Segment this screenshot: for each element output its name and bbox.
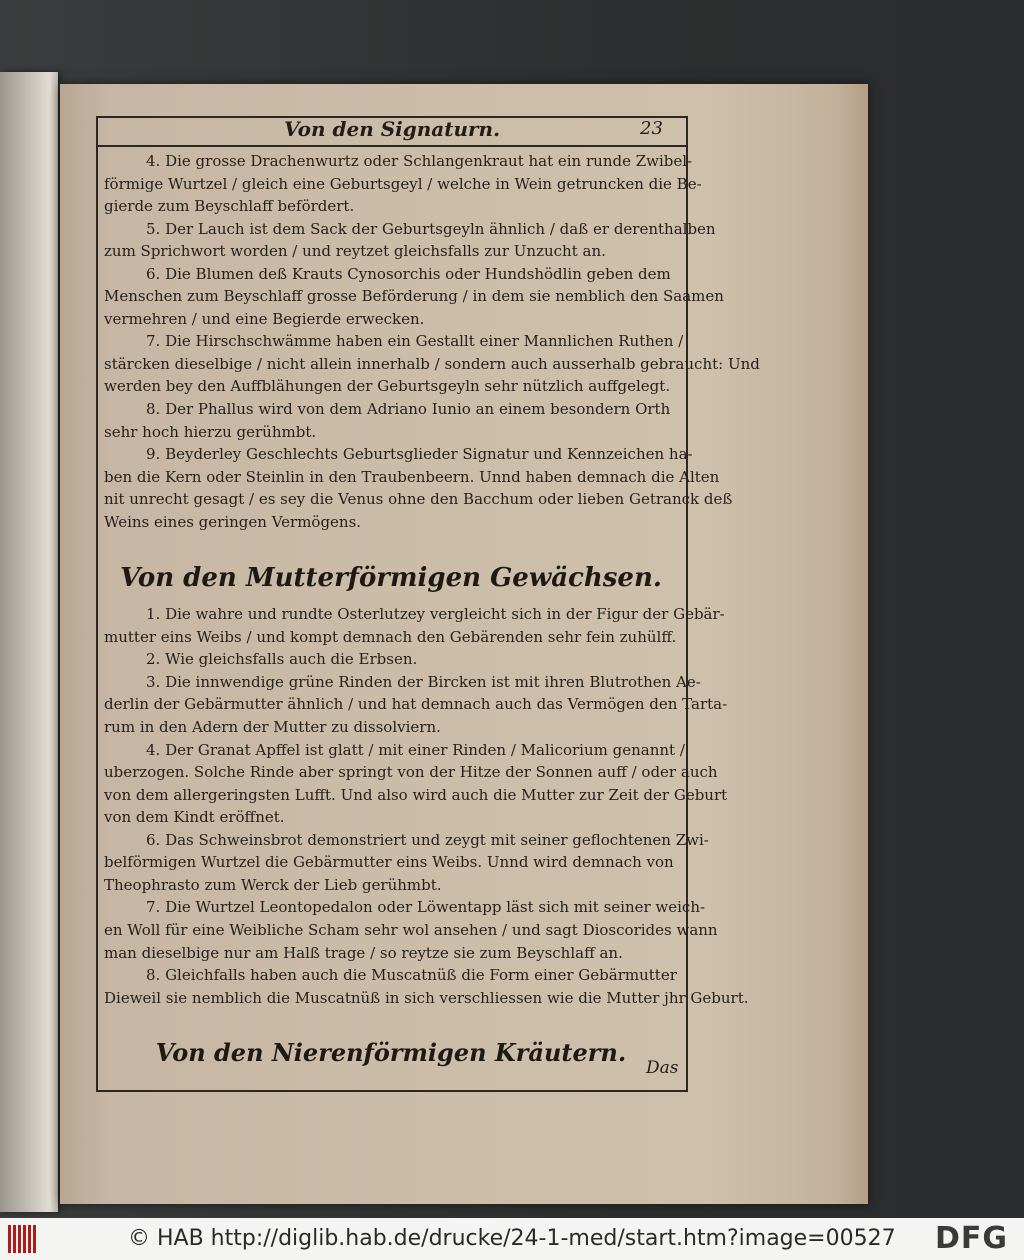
text-line: von dem allergeringsten Lufft. Und also wird auch die Mutter zur Zeit der Geburt (104, 785, 728, 804)
text-line: zum Sprichwort worden / und reytzet gleichsfalls zur Unzucht an. (104, 242, 606, 261)
previous-page-edge (0, 72, 58, 1212)
text-line: belförmigen Wurtzel die Gebärmutter eins Weibs. Unnd wird demnach von (104, 853, 674, 872)
text-line: förmige Wurtzel / gleich eine Geburtsgeyl / welche in Wein getruncken die Be- (104, 174, 702, 193)
catchword: Das (646, 1058, 679, 1078)
text-line: man dieselbige nur am Halß trage / so reytze sie zum Beyschlaff an. (104, 943, 623, 962)
page-number: 23 (640, 118, 663, 139)
text-line: 4. Der Granat Apffel ist glatt / mit einer Rinden / Malicorium genannt / (146, 740, 685, 759)
text-line: en Woll für eine Weibliche Scham sehr wol ansehen / und sagt Dioscorides wann (104, 920, 718, 939)
text-line: derlin der Gebärmutter ähnlich / und hat demnach auch das Vermögen den Tarta- (104, 695, 728, 714)
text-line: 7. Die Wurtzel Leontopedalon oder Löwentapp läst sich mit seiner weich- (146, 898, 706, 917)
barcode-logo-icon (8, 1225, 38, 1253)
section-heading: Von den Nierenförmigen Kräutern. (155, 1038, 627, 1068)
header-rule (96, 145, 688, 147)
text-line: 2. Wie gleichsfalls auch die Erbsen. (146, 650, 418, 669)
footer-credit: © HAB http://diglib.hab.de/drucke/24-1-med/start.htm?image=00527 (128, 1226, 896, 1251)
text-line: uberzogen. Solche Rinde aber springt von der Hitze der Sonnen auff / oder auch (104, 763, 718, 782)
text-line: gierde zum Beyschlaff befördert. (104, 197, 355, 216)
text-line: 9. Beyderley Geschlechts Geburtsglieder Signatur und Kennzeichen ha- (146, 445, 693, 464)
text-line: 1. Die wahre und rundte Osterlutzey vergleicht sich in der Figur der Gebär- (146, 605, 725, 624)
footer-bar (0, 1218, 1024, 1260)
text-line: 6. Das Schweinsbrot demonstriert und zeygt mit seiner geflochtenen Zwi- (146, 830, 709, 849)
text-line: mutter eins Weibs / und kompt demnach den Gebärenden sehr fein zuhülff. (104, 627, 677, 646)
text-line: von dem Kindt eröffnet. (104, 808, 285, 827)
text-line: 8. Gleichfalls haben auch die Muscatnüß die Form einer Gebärmutter (146, 966, 677, 985)
text-line: 8. Der Phallus wird von dem Adriano Iunio an einem besondern Orth (146, 400, 671, 419)
text-line: Menschen zum Beyschlaff grosse Beförderung / in dem sie nemblich den Saamen (104, 287, 724, 306)
text-line: rum in den Adern der Mutter zu dissolviern. (104, 718, 441, 737)
text-line: ben die Kern oder Steinlin in den Traubenbeern. Unnd haben demnach die Alten (104, 467, 720, 486)
text-line: vermehren / und eine Begierde erwecken. (104, 309, 425, 328)
text-line: sehr hoch hierzu gerühmbt. (104, 422, 317, 441)
text-line: 4. Die grosse Drachenwurtz oder Schlangenkraut hat ein runde Zwibel- (146, 152, 693, 170)
page-body-text (104, 150, 760, 1071)
dfg-logo: DFG (935, 1221, 1009, 1256)
text-line: werden bey den Auffblähungen der Geburtsgeyln sehr nützlich auffgelegt. (104, 377, 671, 396)
text-line: Theophrasto zum Werck der Lieb gerühmbt. (104, 875, 442, 894)
text-line: stärcken dieselbige / nicht allein innerhalb / sondern auch ausserhalb gebraucht: Und (104, 354, 760, 373)
running-head: Von den Signaturn. (283, 117, 501, 141)
text-line: nit unrecht gesagt / es sey die Venus ohne den Bacchum oder lieben Getranck deß (104, 490, 733, 509)
text-line: Dieweil sie nemblich die Muscatnüß in sich verschliessen wie die Mutter jhr Geburt. (104, 988, 749, 1007)
text-line: Weins eines geringen Vermögens. (104, 512, 362, 531)
section-heading: Von den Mutterförmigen Gewächsen. (120, 563, 662, 594)
text-line: 5. Der Lauch ist dem Sack der Geburtsgeyln ähnlich / daß er derenthalben (146, 219, 716, 238)
text-line: 3. Die innwendige grüne Rinden der Bircken ist mit ihren Blutrothen Ae- (146, 672, 701, 691)
text-line: 7. Die Hirschschwämme haben ein Gestallt einer Mannlichen Ruthen / (146, 332, 684, 351)
text-line: 6. Die Blumen deß Krauts Cynosorchis oder Hundshödlin geben dem (146, 264, 671, 283)
